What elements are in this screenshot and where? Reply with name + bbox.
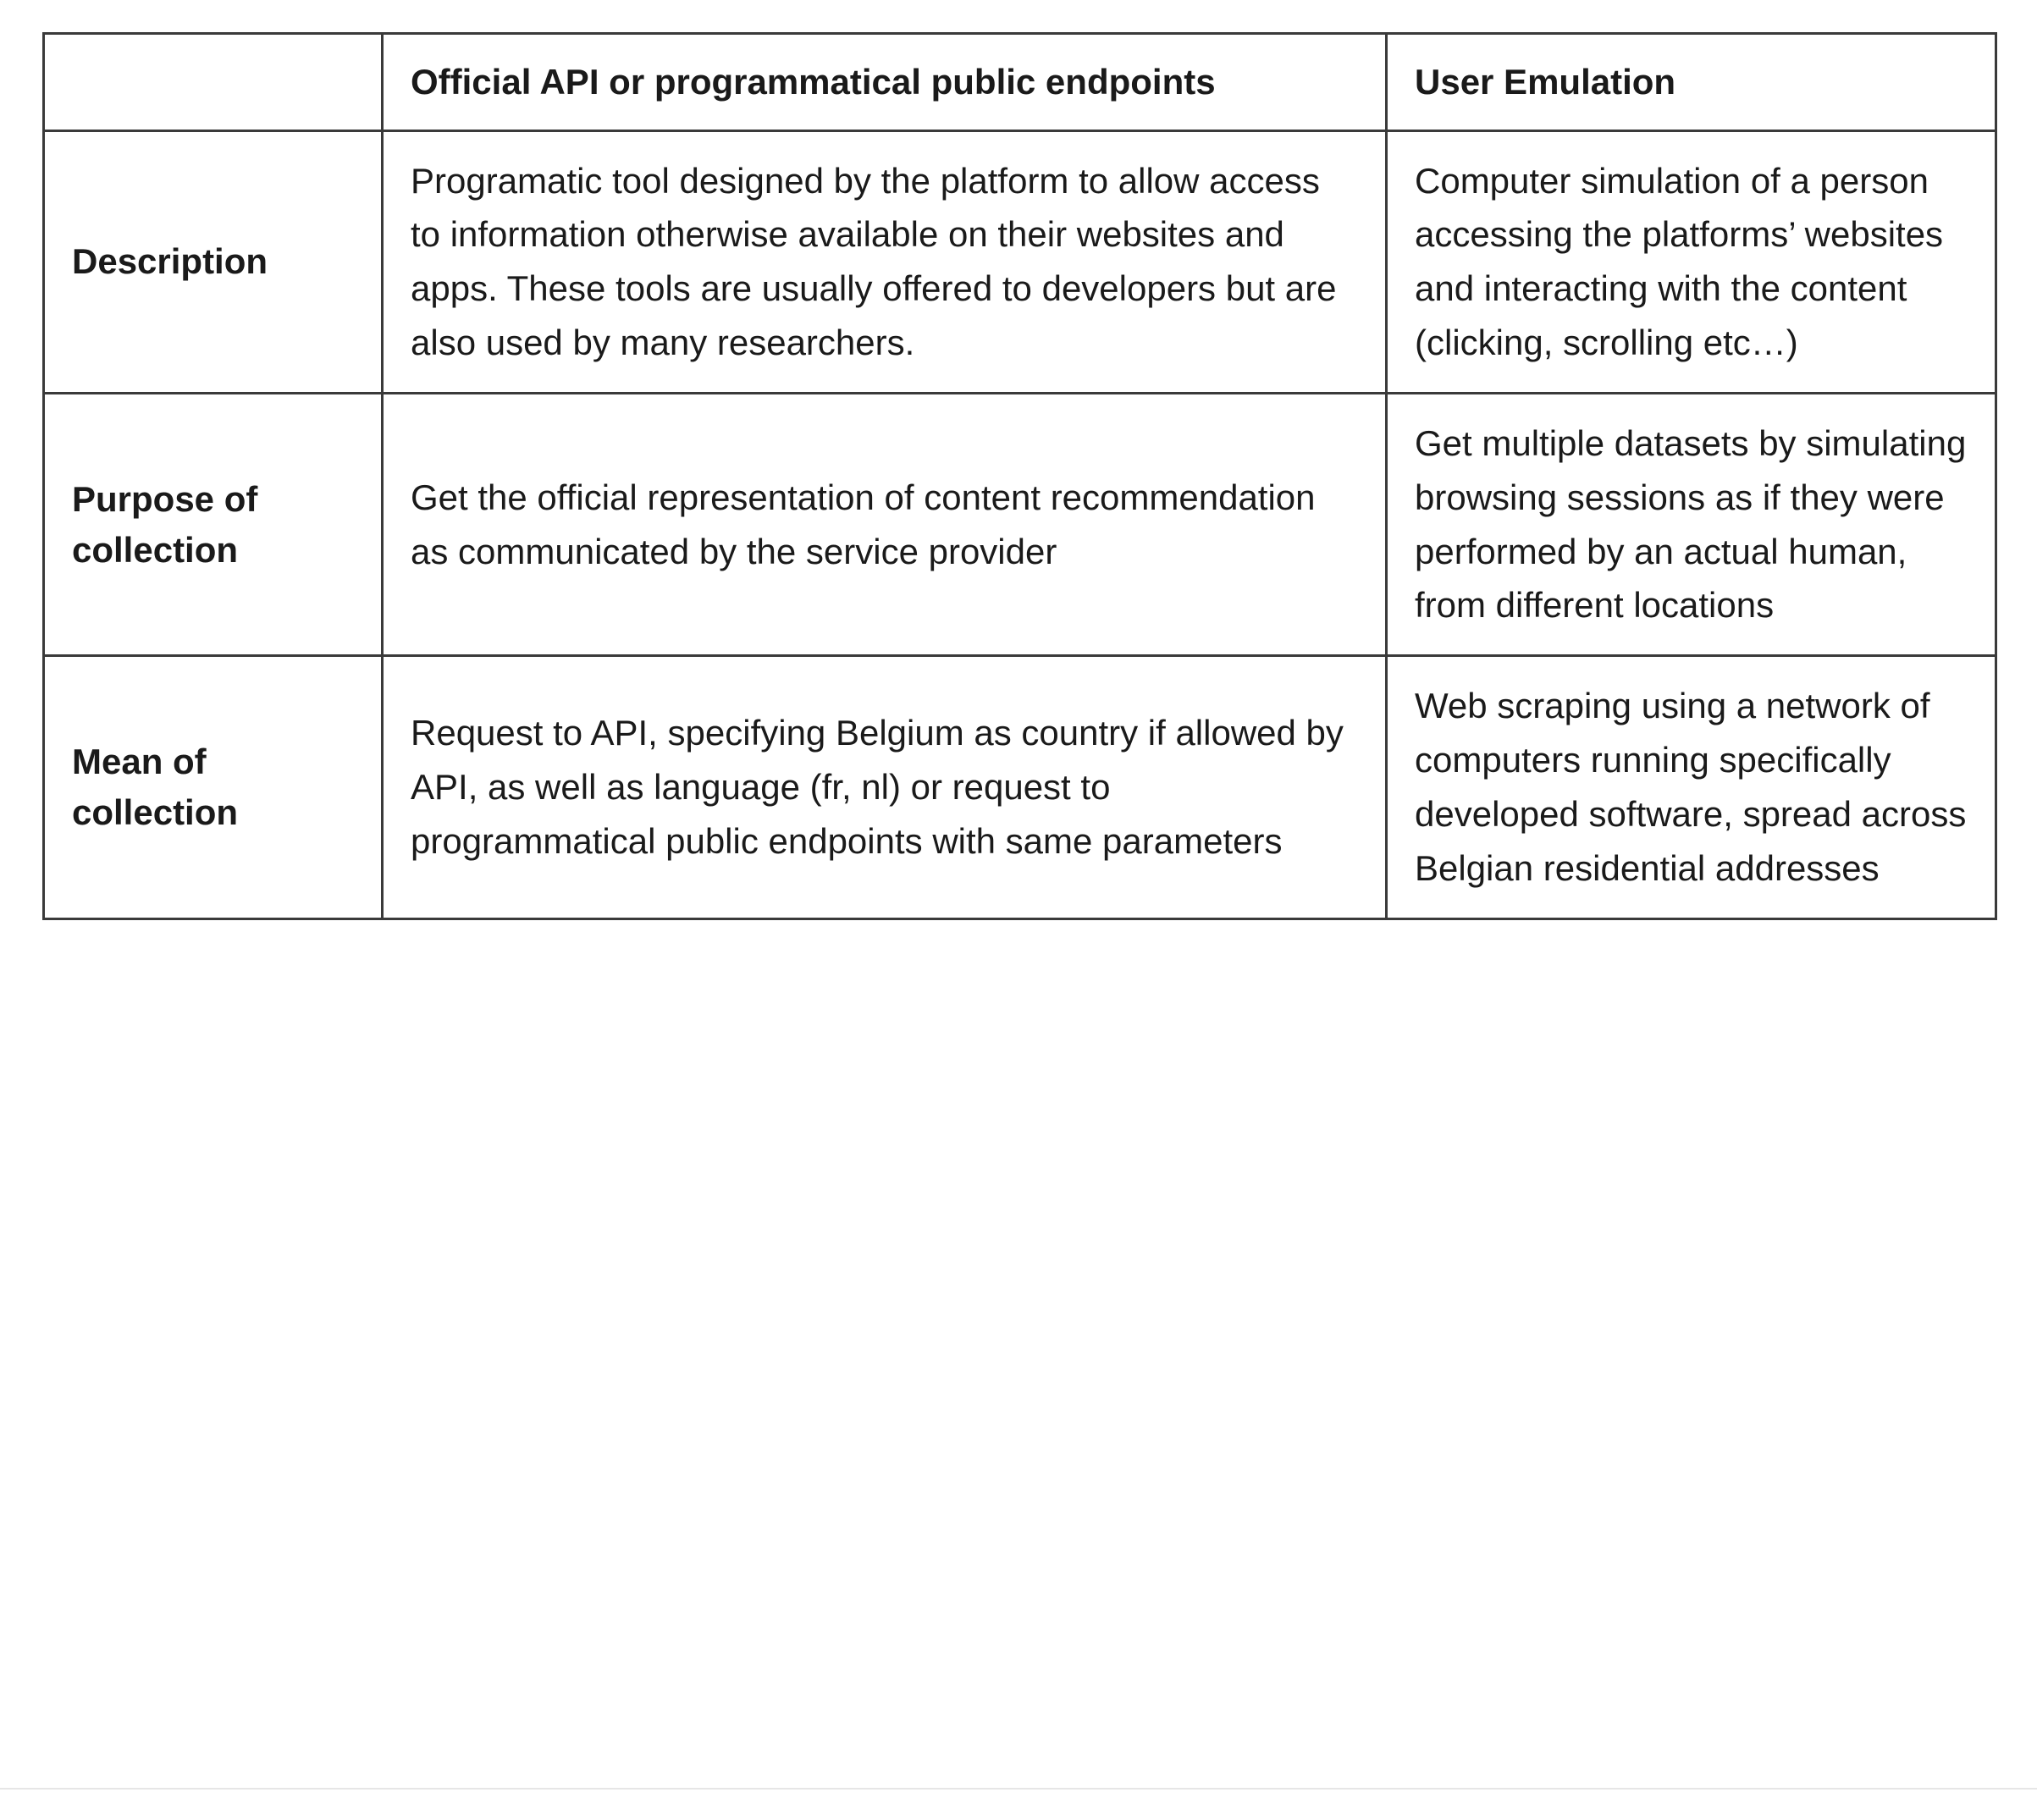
row-label-description: Description <box>44 130 383 393</box>
cell-mean-emulation: Web scraping using a network of computers running specifically developed software, spread across Belgian residential addresses <box>1387 656 1996 918</box>
row-label-purpose-of-collection: Purpose of collection <box>44 393 383 655</box>
cell-purpose-api: Get the official representation of content recommendation as communicated by the service provider <box>383 393 1387 655</box>
table-row <box>44 130 1996 393</box>
cell-purpose-emulation: Get multiple datasets by simulating browsing sessions as if they were performed by an actual human, from different locations <box>1387 393 1996 655</box>
table-header-row <box>44 34 1996 131</box>
table-header <box>44 34 1996 131</box>
cell-description-api: Programatic tool designed by the platform to allow access to information otherwise available on their websites and apps. These tools are usually offered to developers but are also used by many researchers. <box>383 130 1387 393</box>
header-cell-api: Official API or programmatical public endpoints <box>383 34 1387 131</box>
cell-mean-api: Request to API, specifying Belgium as country if allowed by API, as well as language (fr, nl) or request to programmatical public endpoints with same parameters <box>383 656 1387 918</box>
row-label-mean-of-collection: Mean of collection <box>44 656 383 918</box>
table-row <box>44 393 1996 655</box>
header-cell-blank <box>44 34 383 131</box>
page-bottom-divider <box>0 1788 2037 1820</box>
table-body <box>44 130 1996 918</box>
table-row <box>44 656 1996 918</box>
cell-description-emulation: Computer simulation of a person accessing the platforms’ websites and interacting with the content (clicking, scrolling etc…) <box>1387 130 1996 393</box>
header-cell-emulation: User Emulation <box>1387 34 1996 131</box>
comparison-table <box>42 32 1997 920</box>
